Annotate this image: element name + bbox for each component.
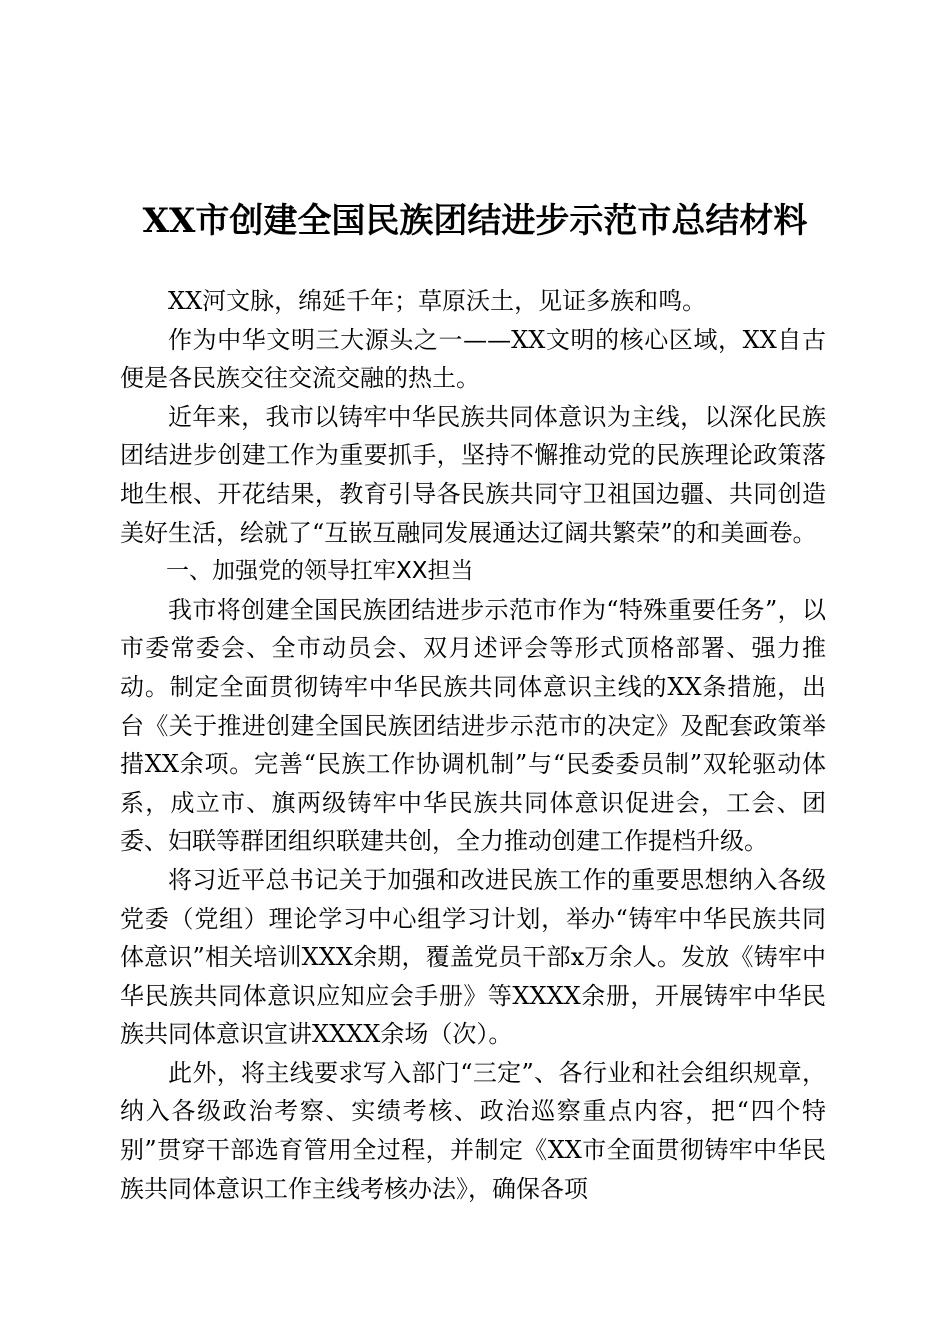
paragraph: 将习近平总书记关于加强和改进民族工作的重要思想纳入各级党委（党组）理论学习中心组学习计划，举办“铸牢中华民族共同体意识”相关培训XXX余期，覆盖党员干部x万余人。发放《铸牢中华民族共同体意识应知应会手册》等XXXX余册，开展铸牢中华民族共同体意识宣讲XXXX余场（次）。 — [120, 865, 826, 1049]
paragraph: 作为中华文明三大源头之一——XX文明的核心区域，XX自古便是各民族交往交流交融的热土。 — [120, 325, 826, 393]
section-heading: 一、加强党的领导扛牢XX担当 — [166, 558, 474, 585]
paragraph: 我市将创建全国民族团结进步示范市作为“特殊重要任务”，以市委常委会、全市动员会、双月述评会等形式顶格部署、强力推动。制定全面贯彻铸牢中华民族共同体意识主线的XX条措施，出台《关于推进创建全国民族团结进步示范市的决定》及配套政策举措XX余项。完善“民族工作协调机制”与“民委委员制”双轮驱动体系，成立市、旗两级铸牢中华民族共同体意识促进会，工会、团委、妇联等群团组织联建共创，全力推动创建工作提档升级。 — [120, 595, 826, 856]
paragraph: XX河文脉，绵延千年；草原沃土，见证多族和鸣。 — [168, 287, 707, 315]
document-title: XX市创建全国民族团结进步示范市总结材料 — [142, 201, 808, 241]
document-body — [120, 282, 826, 1208]
paragraph: 近年来，我市以铸牢中华民族共同体意识为主线，以深化民族团结进步创建工作为重要抓手，坚持不懈推动党的民族理论政策落地生根、开花结果，教育引导各民族共同守卫祖国边疆、共同创造美好生活，绘就了“互嵌互融同发展通达辽阔共繁荣”的和美画卷。 — [120, 402, 826, 547]
paragraph: 此外，将主线要求写入部门“三定”、各行业和社会组织规章，纳入各级政治考察、实绩考核、政治巡察重点内容，把“四个特别”贯穿干部选育管用全过程，并制定《XX市全面贯彻铸牢中华民族共同体意识工作主线考核办法》，确保各项 — [120, 1058, 826, 1203]
